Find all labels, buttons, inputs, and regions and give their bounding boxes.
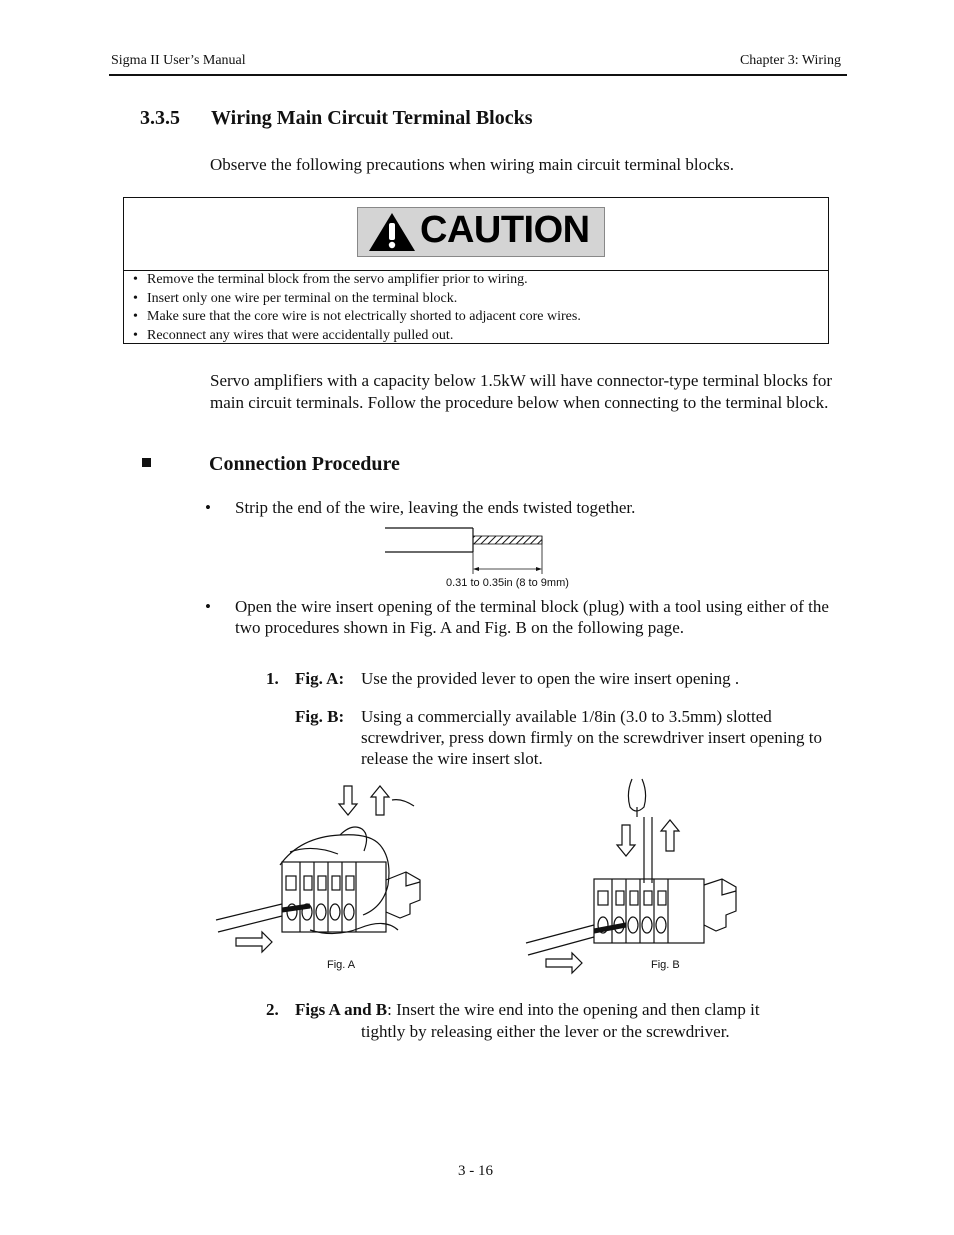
bullet-item (205, 497, 845, 519)
step2-line2: tightly by releasing either the lever or the screwdriver. (361, 1022, 730, 1041)
right-arrow-icon (236, 932, 272, 952)
step2-label: Figs A and B (295, 1000, 388, 1019)
caution-item: • Reconnect any wires that were accidentally pulled out. (133, 327, 581, 346)
step2-line1 (295, 999, 855, 1020)
body-paragraph: Servo amplifiers with a capacity below 1.5kW will have connector-type terminal blocks for main circuit terminals. Follow the procedure below when connecting to the terminal block. (210, 371, 833, 412)
step-number: 2. (266, 1000, 279, 1019)
bullet-dot-icon: • (205, 597, 211, 616)
section-number: 3.3.5 (140, 107, 180, 129)
step2-text: : Insert the wire end into the opening and then clamp it (387, 1000, 760, 1019)
figure-a-illustration (210, 780, 430, 955)
subheading-text: Connection Procedure (209, 453, 400, 475)
caution-item: • Insert only one wire per terminal on the terminal block. (133, 290, 581, 309)
caution-list (133, 271, 581, 345)
caution-label: CAUTION (420, 209, 590, 251)
fig-a-caption: Fig. A (327, 959, 356, 971)
caution-item: • Make sure that the core wire is not electrically shorted to adjacent core wires. (133, 308, 581, 327)
bullet-item (205, 596, 845, 640)
header-chapter: Chapter 3: Wiring (739, 53, 841, 68)
fig-b-text: Using a commercially available 1/8in (3.0 to 3.5mm) slotted screwdriver, press down firmly on the screwdriver insert opening to release the wire insert slot. (361, 707, 823, 768)
up-arrow-icon (371, 786, 389, 815)
square-bullet-icon (142, 458, 151, 467)
bullet-dot-icon: • (205, 498, 211, 517)
section-title (140, 107, 533, 130)
caution-header (124, 198, 828, 271)
right-arrow-icon (546, 953, 582, 973)
section-title-text: Wiring Main Circuit Terminal Blocks (211, 107, 533, 129)
wire-strip-diagram (380, 524, 550, 576)
down-arrow-icon (339, 786, 357, 815)
down-arrow-icon (617, 825, 635, 856)
caution-item: • Remove the terminal block from the servo amplifier prior to wiring. (133, 271, 581, 290)
bullet-text: Open the wire insert opening of the terminal block (plug) with a tool using either of the two procedures shown in Fig. A and Fig. B on the following page. (235, 597, 829, 637)
fig-a-text: Use the provided lever to open the wire insert opening . (361, 669, 740, 688)
header-manual-title: Sigma II User’s Manual (111, 53, 246, 68)
fig-b-caption: Fig. B (651, 959, 680, 971)
fig-b-label: Fig. B: (295, 707, 345, 726)
subheading (142, 453, 400, 476)
step-number: 1. (266, 669, 279, 688)
intro-text: Observe the following precautions when wiring main circuit terminal blocks. (210, 155, 735, 174)
caution-badge (357, 207, 605, 257)
caution-box (123, 197, 829, 344)
up-arrow-icon (661, 820, 679, 851)
fig-a-label: Fig. A: (295, 669, 345, 688)
warning-triangle-icon (368, 212, 416, 252)
header-rule (109, 74, 847, 76)
figure-b-illustration (520, 775, 745, 975)
page-number: 3 - 16 (458, 1163, 493, 1179)
bullet-text: Strip the end of the wire, leaving the ends twisted together. (235, 498, 636, 517)
strip-length-label: 0.31 to 0.35in (8 to 9mm) (446, 577, 569, 589)
